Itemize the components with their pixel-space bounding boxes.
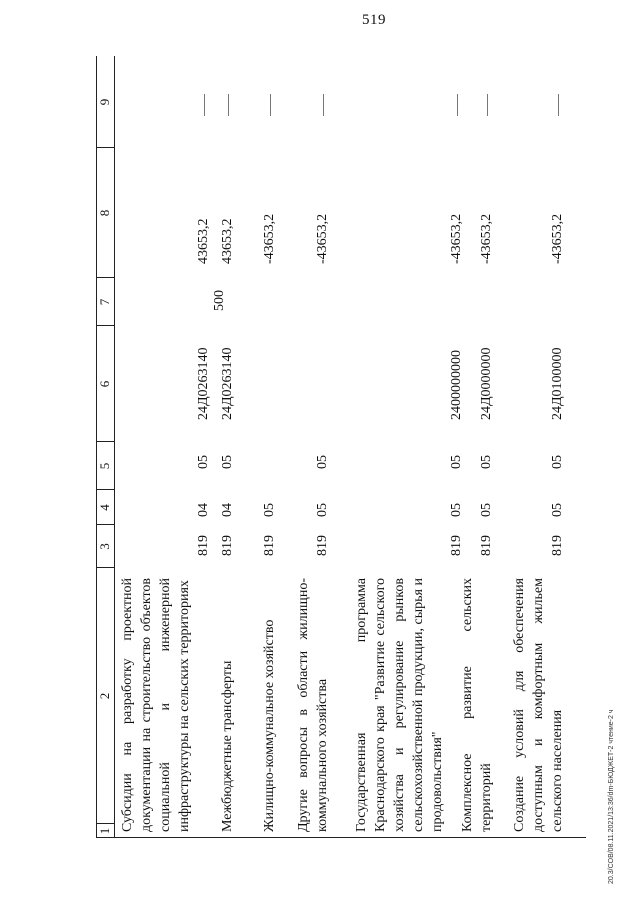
header-col-9: 9 bbox=[97, 98, 112, 106]
header-col-1: 1 bbox=[97, 827, 112, 835]
row-code-5: 05 bbox=[220, 455, 235, 469]
row-code-5: 05 bbox=[479, 455, 494, 469]
row-code-3: 819 bbox=[479, 535, 494, 556]
row-code-5: 05 bbox=[550, 455, 565, 469]
table-left-border bbox=[96, 837, 586, 838]
row-dash bbox=[457, 94, 458, 116]
row-code-6: 2400000000 bbox=[449, 350, 464, 420]
row-amount: -43653,2 bbox=[550, 213, 565, 264]
row-amount: -43653,2 bbox=[262, 213, 277, 264]
row-code-5: 05 bbox=[449, 455, 464, 469]
budget-table bbox=[96, 56, 586, 838]
row-dash bbox=[558, 94, 559, 116]
header-col-5: 5 bbox=[97, 462, 112, 470]
row-amount: 43653,2 bbox=[196, 218, 211, 264]
row-code-4: 05 bbox=[315, 503, 330, 517]
row-code-3: 819 bbox=[262, 535, 277, 556]
row-code-3: 819 bbox=[196, 535, 211, 556]
row-code-4: 04 bbox=[220, 503, 235, 517]
row-dash bbox=[204, 94, 205, 116]
footer-note: 20.3/COB/08.11.2021/13:36/dm-БЮДЖЕТ-2 чтение-2 ч bbox=[608, 709, 615, 884]
row-code-6: 24Д0000000 bbox=[479, 347, 494, 420]
row-code-3: 819 bbox=[550, 535, 565, 556]
row-code-6: 24Д0263140 bbox=[196, 347, 211, 420]
row-code-4: 05 bbox=[262, 503, 277, 517]
row-code-4: 05 bbox=[479, 503, 494, 517]
row-code-6: 24Д0263140 bbox=[220, 347, 235, 420]
row-code-5: 05 bbox=[315, 455, 330, 469]
row-code-4: 05 bbox=[550, 503, 565, 517]
row-code-4: 05 bbox=[449, 503, 464, 517]
row-amount: -43653,2 bbox=[315, 213, 330, 264]
budget-table-sheet bbox=[96, 56, 586, 838]
row-code-5: 05 bbox=[196, 455, 211, 469]
header-col-6: 6 bbox=[97, 380, 112, 388]
row-code-3: 819 bbox=[220, 535, 235, 556]
page-number: 519 bbox=[362, 12, 386, 28]
row-amount: -43653,2 bbox=[479, 213, 494, 264]
header-col-2: 2 bbox=[97, 692, 112, 700]
row-dash bbox=[487, 94, 488, 116]
row-name: Государственная программа Краснодарского края "Развитие сельского хозяйства и регулирование рынков сельскохозяйственной продукции, сырья и продовольствия" bbox=[354, 578, 445, 832]
row-amount: -43653,2 bbox=[449, 213, 464, 264]
row-dash bbox=[323, 94, 324, 116]
header-col-7: 7 bbox=[97, 298, 112, 306]
row-code-6: 24Д0100000 bbox=[550, 347, 565, 420]
row-name: Межбюджетные трансферты bbox=[220, 660, 235, 832]
header-col-4: 4 bbox=[97, 504, 112, 511]
row-name: Комплексное развитие сельских территорий bbox=[460, 578, 494, 832]
header-col-8: 8 bbox=[97, 209, 112, 217]
header-bottom-border bbox=[114, 56, 115, 838]
row-dash bbox=[270, 94, 271, 116]
row-code-3: 819 bbox=[449, 535, 464, 556]
row-name: Создание условий для обеспечения доступным и комфортным жильем сельского населения bbox=[512, 578, 565, 832]
row-name: Субсидии на разработку проектной документации на строительство объектов социальной и инженерной инфраструктуры на сельских территориях bbox=[120, 578, 192, 832]
row-code-3: 819 bbox=[315, 535, 330, 556]
row-name: Жилищно-коммунальное хозяйство bbox=[262, 619, 277, 832]
header-col-3: 3 bbox=[97, 543, 112, 550]
row-name: Другие вопросы в области жилищно-коммунального хозяйства bbox=[296, 578, 330, 832]
row-dash bbox=[228, 94, 229, 116]
row-amount: 43653,2 bbox=[220, 218, 235, 264]
row-code-7: 500 bbox=[212, 290, 227, 311]
row-code-4: 04 bbox=[196, 503, 211, 517]
